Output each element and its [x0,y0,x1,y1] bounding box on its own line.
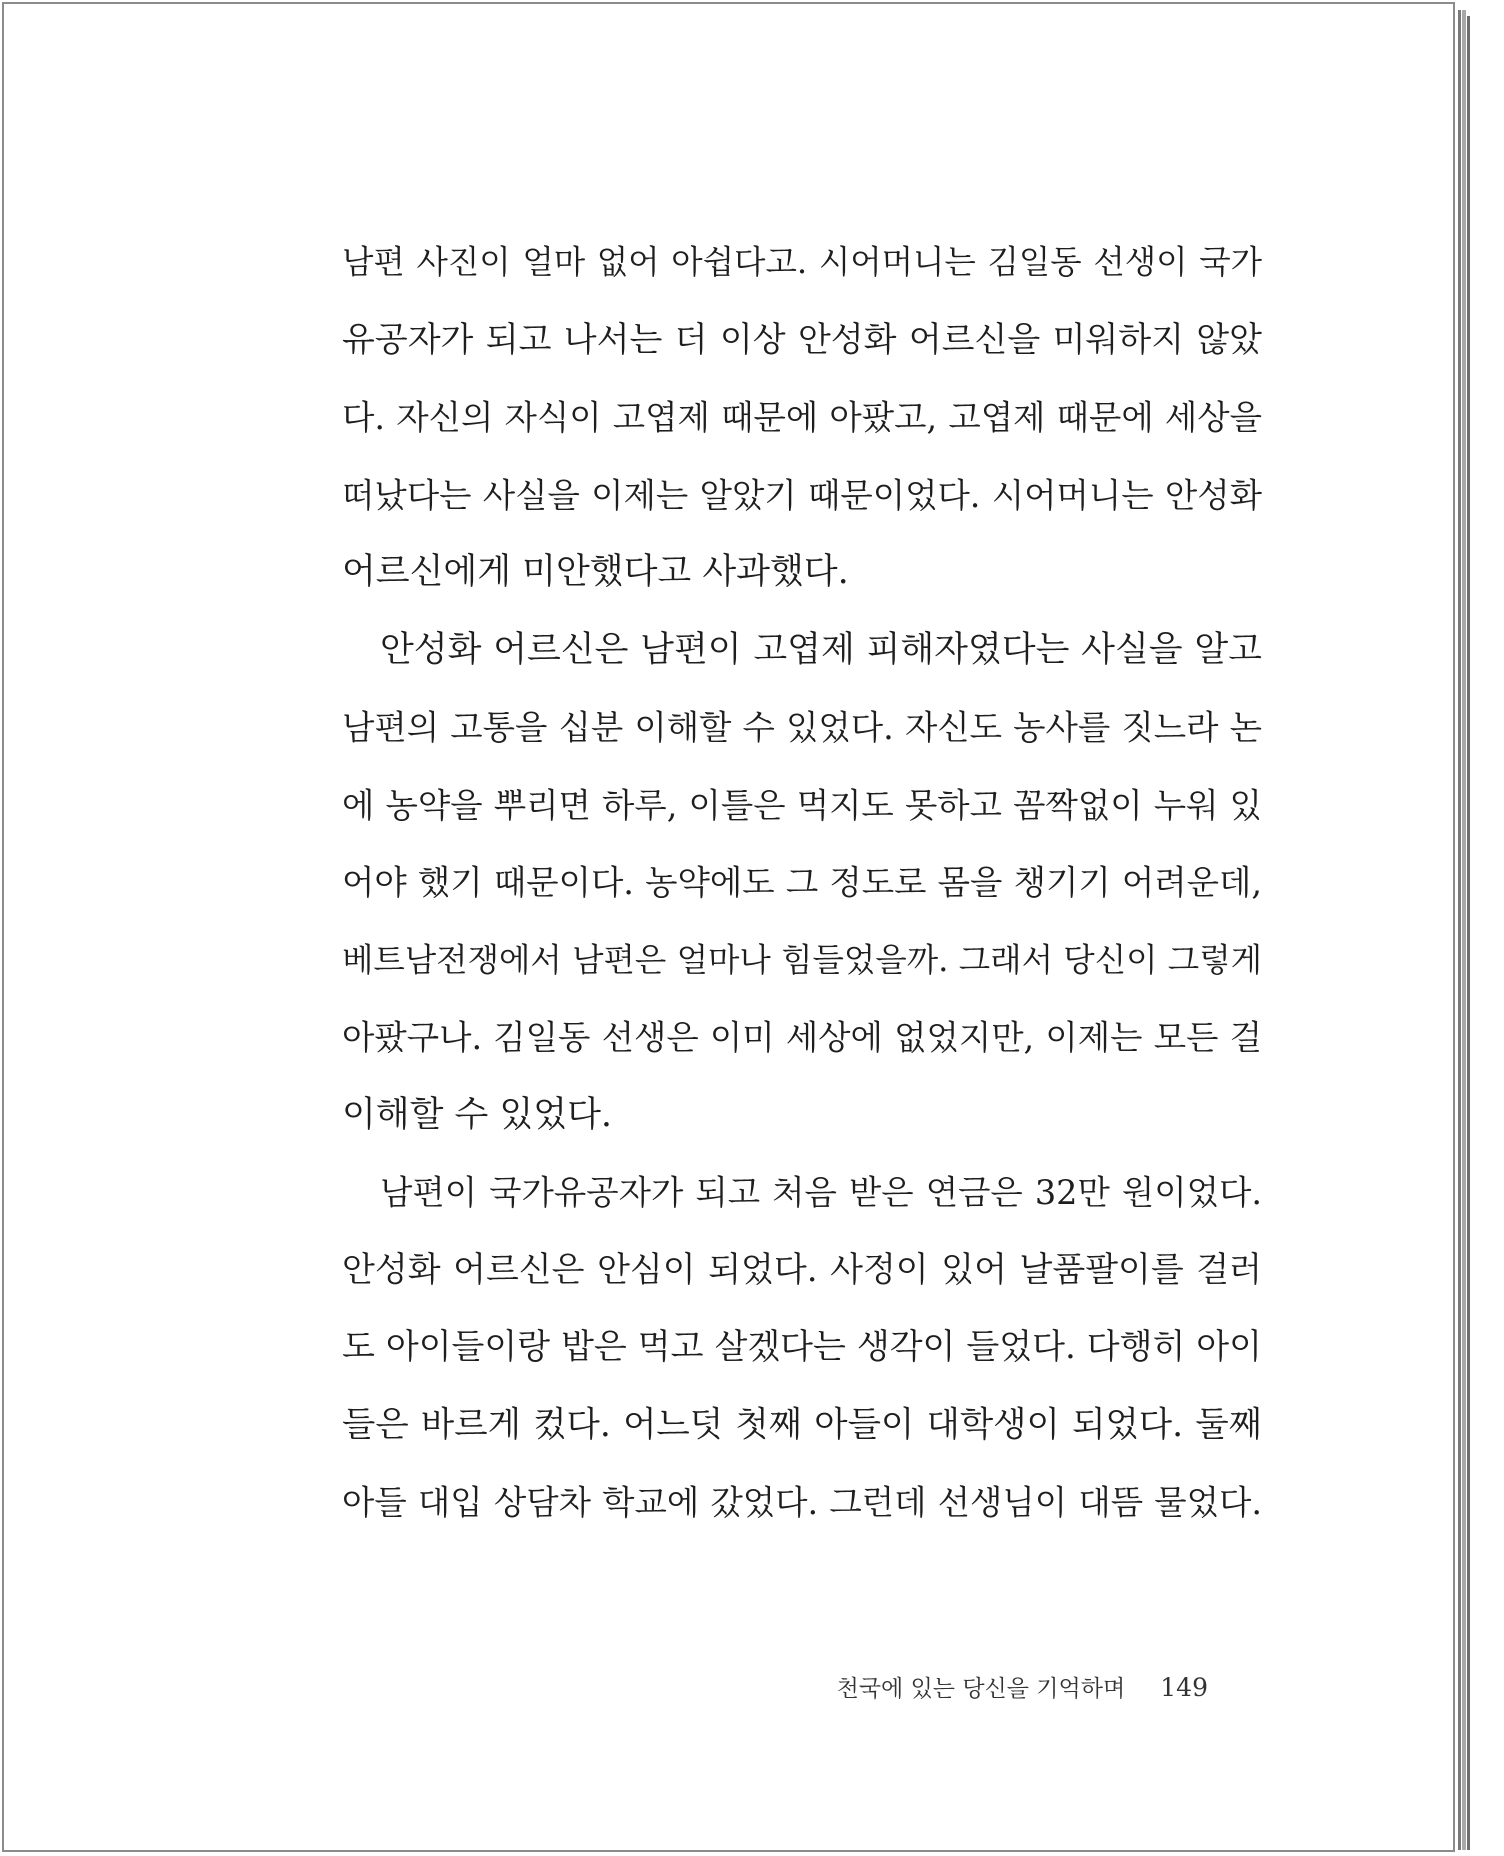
paragraph-first-line: 안성화 어르신은 남편이 고엽제 피해자였다는 사실을 알고 [380,629,1262,670]
body-line: 들은 바르게 컸다. 어느덧 첫째 아들이 대학생이 되었다. 둘째 [342,1404,1262,1445]
page-stack-edge [1462,10,1466,1850]
body-line: 어르신에게 미안했다고 사과했다. [342,552,849,592]
body-line: 남편의 고통을 십분 이해할 수 있었다. 자신도 농사를 짓느라 논 [342,708,1262,747]
running-footer-title: 천국에 있는 당신을 기억하며 [836,1676,1126,1702]
page-number: 149 [1160,1673,1208,1702]
body-line: 도 아이들이랑 밥은 먹고 살겠다는 생각이 들었다. 다행히 아이 [342,1327,1262,1367]
body-line: 아팠구나. 김일동 선생은 이미 세상에 없었지만, 이제는 모든 걸 [342,1018,1262,1057]
body-line: 에 농약을 뿌리면 하루, 이틀은 먹지도 못하고 꼼짝없이 누워 있 [342,785,1262,825]
page-stack-edge [1467,16,1470,1850]
page-footer [837,1670,1208,1703]
body-line: 남편 사진이 얼마 없어 아쉽다고. 시어머니는 김일동 선생이 국가 [342,243,1262,281]
page-stack-edge [1458,10,1461,1850]
body-text [342,224,1262,1542]
body-line: 베트남전쟁에서 남편은 얼마나 힘들었을까. 그래서 당신이 그렇게 [342,940,1262,979]
body-line: 어야 했기 때문이다. 농약에도 그 정도로 몸을 챙기기 어려운데, [342,863,1262,902]
body-line: 아들 대입 상담차 학교에 갔었다. 그런데 선생님이 대뜸 물었다. [342,1483,1262,1522]
body-line: 유공자가 되고 나서는 더 이상 안성화 어르신을 미워하지 않았 [342,319,1262,360]
paragraph-first-line: 남편이 국가유공자가 되고 처음 받은 연금은 32만 원이었다. [380,1173,1262,1212]
body-line: 이해할 수 있었다. [342,1094,613,1135]
book-page [2,2,1455,1852]
body-line: 떠났다는 사실을 이제는 알았기 때문이었다. 시어머니는 안성화 [342,475,1262,515]
body-line: 다. 자신의 자식이 고엽제 때문에 아팠고, 고엽제 때문에 세상을 [342,398,1262,437]
body-line: 안성화 어르신은 안심이 되었다. 사정이 있어 날품팔이를 걸러 [342,1249,1262,1290]
